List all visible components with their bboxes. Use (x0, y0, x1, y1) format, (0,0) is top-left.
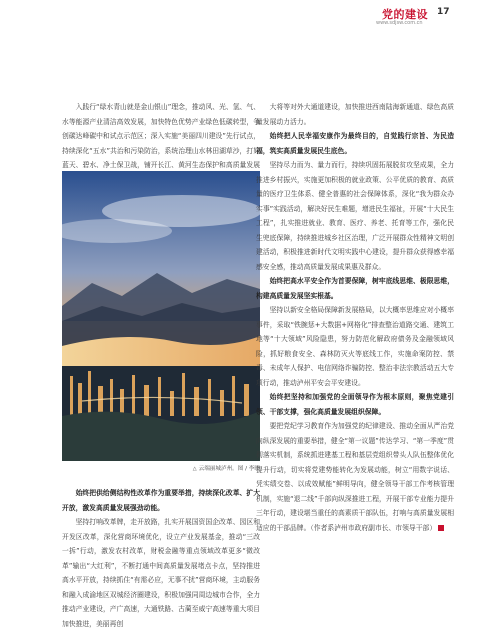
section-1-heading: 始终把人民幸福安康作为最终目的，自觉践行宗旨、为民造福，筑实高质量发展民生底色。 (256, 132, 454, 155)
section-3-body: 要把党纪学习教育作为加强党的纪律建设、推动全面从严治党向纵深发展的重要举措，健全“第一议题”传达学习、“第一季度”贯彻落实机制，系统抓进建基工程和基层党组织带头人队伍整体优化提升行动，切实将党建势能转化为发展动能，树立“用数字说话、凭实绩交卷、以成效赋能”鲜明导向，健全领导干部工作考核管理机制，实施“退二线”千部向纵深推进工程，开展干部专业能力提升三年行动，建设堪当重任的高素质干部队伍，打响与高质量发展相适应的干部品牌。（作者系泸州市政府副市长、市领导干部） (256, 422, 454, 532)
caption-triangle-icon: △ (192, 466, 197, 472)
magazine-logo (376, 6, 434, 28)
photo-caption (62, 464, 260, 472)
left-bottom-paragraph: 坚持打响改革牌，走开放路，扎实开展国资国企改革、园区和开发区改革，深化营商环境优化，设立产业发展基金，推动“三改一拆”行动，激发农村改革，财税金融等重点领域改革更多“微改革”输出“大红利”，不断打通中间高质量发展堵点卡点，坚持推进高水平开放，持续抓住“有需必应，无事不扰”营商环境，主动服务和融入成渝地区双城经济圈建设，积极加强同周边城市合作，全力推动产业建设，产广高速，大通铁路、古蔺至威宁高速等重大项目加快推进，美丽再创 (62, 518, 260, 628)
left-bottom-heading: 始终把供给侧结构性改革作为重要举措，持续深化改革、扩大开放，激发高质量发展强劲动能。 (62, 489, 260, 512)
article-end-mark-icon (438, 525, 444, 531)
logo-text: 党的建设 (382, 8, 428, 21)
logo-url: www.sdjsw.com.cn (376, 20, 423, 26)
left-column-bottom (62, 486, 260, 631)
section-2-body: 坚持以新安全格局保障新发展格局，以大概率思维应对小概率事件，采取“铁腕惩+大数据+网格化”排查整治道路交通、建筑工地等“十大领域”风险隐患，努力防范化解政府债务及金融领域风险，抓好粮食安全、森林防灭火等底线工作，实施命案防控、禁毒、未成年人保护、电信网络诈骗防控、整治非法宗教活动五大专项行动，推动泸州平安会平安建设。 (256, 306, 454, 387)
section-3-body-wrap (256, 419, 454, 535)
section-2-heading: 始终把高水平安全作为首要保障，树牢底线思维、极限思维，构建高质量发展坚实根基。 (256, 277, 454, 300)
page-number: 17 (437, 7, 450, 17)
city-aerial-photo (62, 171, 260, 461)
left-top-paragraph: 入践行“绿水青山就是金山银山”理念，推动风、光、氢、气、水等能源产业清洁高效发展，加快特色优势产业绿色低碳转型，争创碳达峰碳中和试点示范区；深入实施“美丽四川建设”先行试点，持续深化“五水”共治和污染防治，系统治理山水林田湖草沙，打好蓝天、碧水、净土保卫战，铺开长江、黄河生态保护和高质量发展 (62, 103, 260, 169)
right-column (256, 100, 454, 535)
right-intro: 大将等对外大通道建设，加快推进西南陆海新通道、绿色高质量发展动力活力。 (256, 103, 454, 126)
photo-caption-text: 云端丽城泸州。图 / 李晓 (198, 466, 260, 472)
section-1-body: 坚持尽力而为、量力而行，持续巩固拓展脱贫攻坚成果，全力推进乡村振兴，实施更加积极的就业政策、公平优质的教育、高质量的医疗卫生体系、健全普惠的社会保障体系，深化“我为群众办实事”实践活动，解决好民生难题，增进民生福祉，开展“十大民生工程”，扎实推进就业、教育、医疗、养老、托育等工作，强化民生兜底保障，持续推进城乡社区治理，广泛开展群众性精神文明创建活动，积极推进新时代文明实践中心建设，提升群众获得感幸福感安全感，推动高质量发展成果惠及群众。 (256, 161, 454, 271)
section-3-heading: 始终把坚持和加强党的全面领导作为根本原则，聚焦党建引领、干部支撑，强化高质量发展组织保障。 (256, 393, 454, 416)
